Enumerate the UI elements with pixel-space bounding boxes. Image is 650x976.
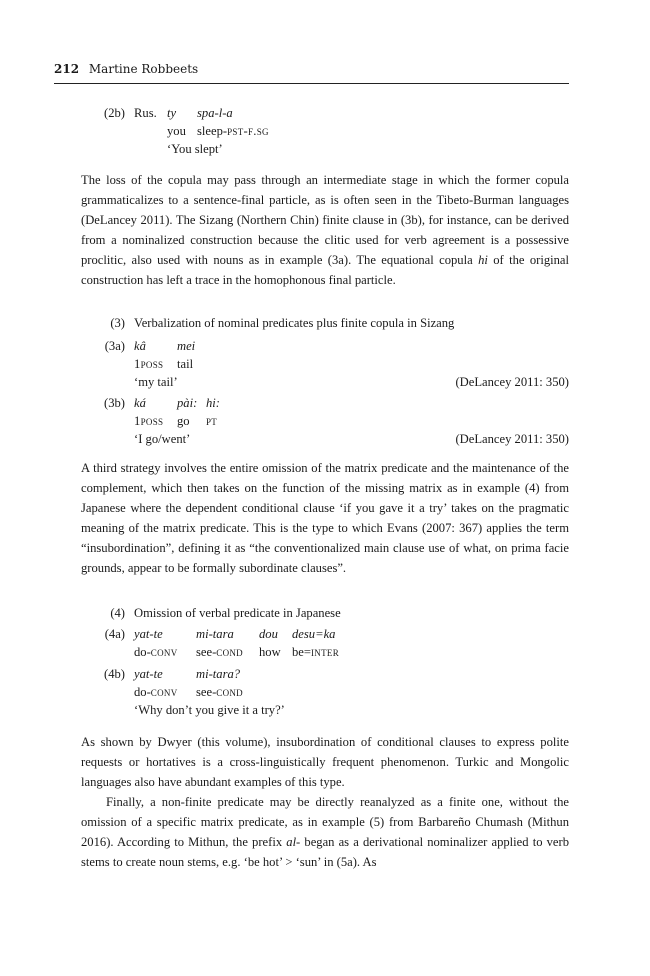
- paragraph-text: The loss of the copula may pass through an intermediate stage in which the former copula grammaticalizes to a sentence-final particle, as is often seen in the Tibeto-Burman languages (DeLancey 2011). The Sizang (Northern Chin) finite clause in (3b), for instance, can be derived from a nominalized construction because the clitic used for verb agreement is a possessive proclitic, also used with nouns as in example (3a). The equational copula hi of the original construction has left a trace in the homophonous final particle.: [81, 173, 569, 287]
- paragraph-text: A third strategy involves the entire omission of the matrix predicate and the maintenance of the complement, which then takes on the function of the missing matrix as in example (4) from Japanese where the dependent conditional clause ‘if you gave it a try’ takes on the pragmatic meaning of the matrix predicate. This is the type to which Evans (2007: 367) applies the term “insubordination”, defining it as “the conventionalized main clause use of what, on prima facie grounds, appear to be formally subordinate clauses”.: [81, 461, 569, 575]
- page-number: 212: [54, 62, 80, 76]
- example-number: (4b): [104, 667, 125, 681]
- gloss: sleep-pst-f.sg: [197, 124, 269, 138]
- example-word: yat-te: [134, 627, 163, 641]
- paragraph-2: [81, 458, 569, 578]
- gloss: 1poss: [134, 357, 164, 371]
- paragraph-text: Finally, a non-finite predicate may be directly reanalyzed as a finite one, without the omission of a specific matrix predicate, as in example (5) from Barbareño Chumash (Mithun 2016). According to Mithun, the prefix al- began as a derivational nominalizer applied to verb stems to create noun stems, e.g. ‘be hot’ > ‘sun’ in (5a). As: [81, 795, 569, 869]
- example-word: hi:: [206, 396, 220, 410]
- gloss: you: [167, 124, 186, 138]
- gloss: see-cond: [196, 685, 243, 699]
- gloss: pt: [206, 414, 218, 428]
- running-header: [54, 61, 569, 77]
- example-word: spa-l-a: [197, 106, 233, 120]
- example-number: (4a): [104, 627, 125, 641]
- example-word: dou: [259, 627, 278, 641]
- language-label: Rus.: [134, 106, 157, 120]
- gloss: see-cond: [196, 645, 243, 659]
- example-word: yat-te: [134, 667, 163, 681]
- example-4: [81, 604, 569, 724]
- example-number: (3): [110, 316, 125, 330]
- example-word: kâ: [134, 339, 146, 353]
- translation: ‘my tail’: [134, 375, 178, 389]
- gloss: do-conv: [134, 685, 178, 699]
- example-word: desu=ka: [292, 627, 336, 641]
- citation: (DeLancey 2011: 350): [455, 375, 569, 389]
- example-number: (2b): [104, 106, 125, 120]
- example-word: mei: [177, 339, 196, 353]
- gloss: do-conv: [134, 645, 178, 659]
- example-number: (3b): [104, 396, 125, 410]
- header-rule: [54, 83, 569, 84]
- gloss: how: [259, 645, 281, 659]
- example-title: Verbalization of nominal predicates plus finite copula in Sizang: [134, 316, 455, 330]
- example-word: mi-tara?: [196, 667, 241, 681]
- translation: ‘I go/went’: [134, 432, 191, 446]
- example-number: (3a): [104, 339, 125, 353]
- paragraph-1: [81, 170, 569, 290]
- example-3: [81, 314, 569, 448]
- paragraph-3: [81, 732, 569, 872]
- example-word: ty: [167, 106, 177, 120]
- example-2b: [81, 104, 569, 160]
- running-header-author: Martine Robbeets: [88, 62, 199, 76]
- gloss: tail: [177, 357, 194, 371]
- example-word: pài:: [177, 396, 198, 410]
- example-word: ká: [134, 396, 146, 410]
- example-number: (4): [110, 606, 125, 620]
- paragraph-text: As shown by Dwyer (this volume), insubordination of conditional clauses to express polite requests or hortatives is a cross-linguistically frequent phenomenon. Turkic and Mongolic languages also have abundant examples of this type.: [81, 735, 569, 789]
- gloss: go: [177, 414, 190, 428]
- gloss: 1poss: [134, 414, 164, 428]
- gloss: be=inter: [292, 645, 339, 659]
- citation: (DeLancey 2011: 350): [455, 432, 569, 446]
- example-word: mi-tara: [196, 627, 234, 641]
- translation: ‘Why don’t you give it a try?’: [134, 703, 285, 717]
- translation: ‘You slept’: [167, 142, 223, 156]
- example-title: Omission of verbal predicate in Japanese: [134, 606, 341, 620]
